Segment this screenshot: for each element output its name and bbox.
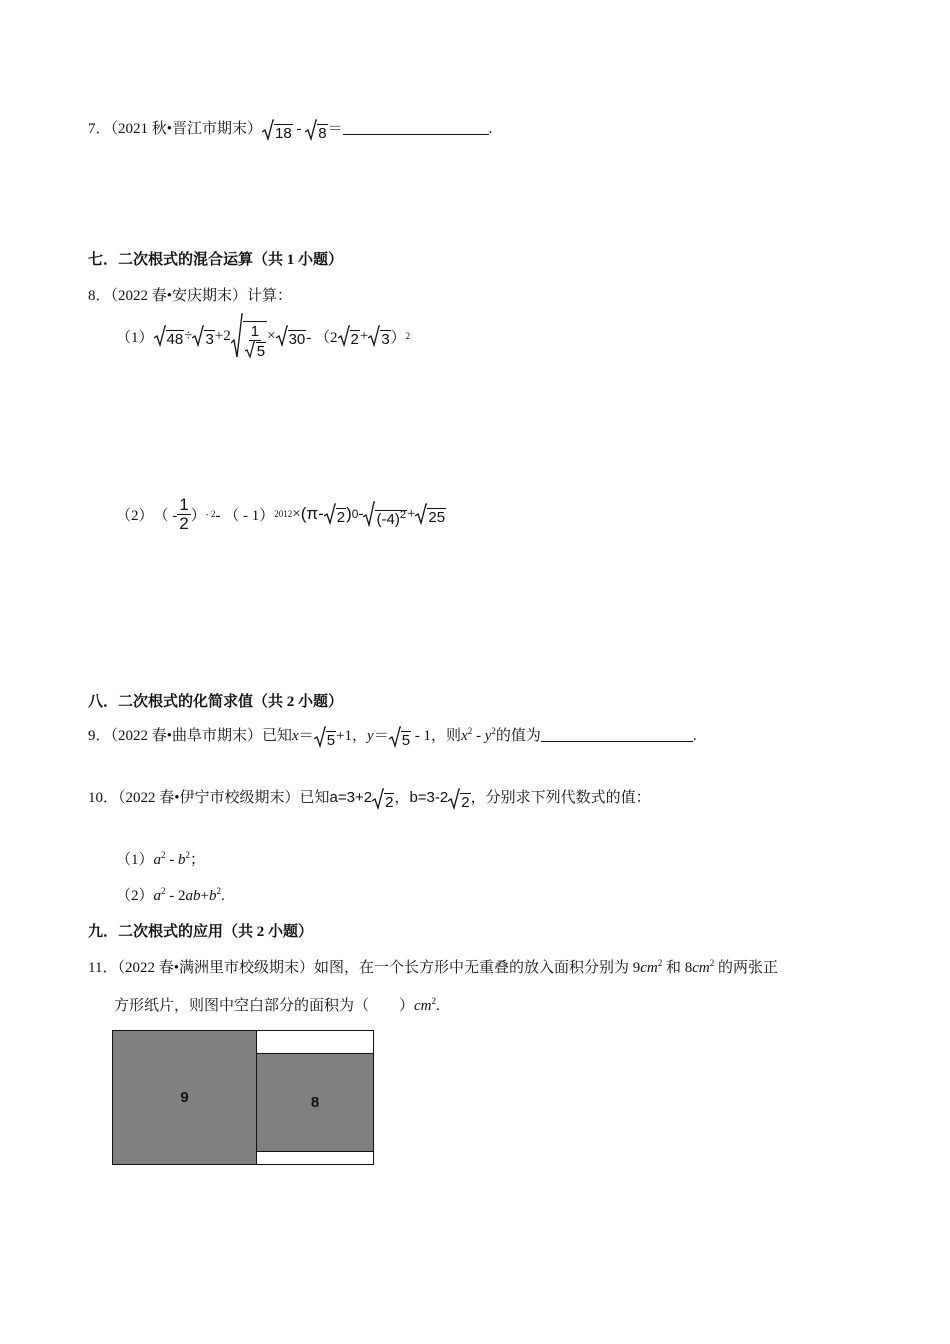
section-7-title: 七．二次根式的混合运算（共 1 小题） xyxy=(88,252,344,268)
square-area-9: 9 xyxy=(112,1030,257,1165)
sqrt-3: 3 xyxy=(192,325,214,347)
question-7: 7．（2021 秋•晋江市期末） 18 - 8 ＝ . xyxy=(88,117,492,141)
sqrt-30: 30 xyxy=(276,325,307,347)
answer-blank-q7[interactable] xyxy=(343,120,489,135)
question-11-line-1: 11．（2022 春•满洲里市校级期末）如图，在一个长方形中无重叠的放入面积分别为 $9cm^2$ 和 $8cm^2$ 的两张正 xyxy=(88,958,778,976)
sqrt-48: 48 xyxy=(154,325,185,347)
question-8: 8．（2022 春•安庆期末）计算： xyxy=(88,288,293,304)
q7-source: （2021 秋•晋江市期末） xyxy=(110,121,263,137)
rectangle-figure xyxy=(112,1030,374,1165)
sqrt-18: 18 xyxy=(262,119,293,141)
section-9-title: 九．二次根式的应用（共 2 小题） xyxy=(88,924,314,940)
sqrt-neg4-squared: $(-4)^2$ xyxy=(363,501,406,527)
sqrt-2-b: 2 xyxy=(448,788,470,810)
fraction-1-5: $\frac{1}{5}$ xyxy=(244,324,266,359)
question-10-part-1: $(1)a^2 - b^2$； xyxy=(116,850,206,868)
question-11-line-2: 方形纸片，则图中空白部分的面积为（ ）$cm^2$. xyxy=(114,996,440,1014)
sqrt-2b: 2 xyxy=(324,503,346,525)
sqrt-8: 8 xyxy=(305,119,327,141)
question-8-part-2: （2） （ - $\frac{1}{2}$ ） - 2 - （ - 1） 2012 × (π- 2 ) 0 - $(-4)^2$ + 25 xyxy=(116,494,446,533)
question-10: 10．（2022 春•伊宁市校级期末）已知a=3+2 2 ，b=3-2 2 ，分别求下列代数式的值： xyxy=(88,789,651,811)
answer-blank-q9[interactable] xyxy=(541,727,693,742)
q7-number: 7． xyxy=(88,121,111,137)
question-9: 9．（2022 春•曲阜市期末）已知x＝ 5 +1，y＝ 5 - 1，则$x^2 - y^2$的值为 . xyxy=(88,726,697,749)
sqrt-5b: 5 xyxy=(389,726,411,748)
sqrt-5a: 5 xyxy=(314,726,336,748)
section-8-title: 八．二次根式的化简求值（共 2 小题） xyxy=(88,694,344,710)
sqrt-2: 2 xyxy=(338,325,360,347)
sqrt-3b: 3 xyxy=(368,325,390,347)
question-8-part-1: （1） 48 ÷ 3 +2 $\frac{1}{5}$ × 30 - （2 2 + 3 ） 2 xyxy=(116,312,410,360)
fraction-1-2: $\frac{1}{2}$ xyxy=(179,494,189,533)
square-area-8: 8 xyxy=(256,1053,374,1152)
sqrt-25: 25 xyxy=(415,503,446,525)
sqrt-2-a: 2 xyxy=(372,788,394,810)
sqrt-one-fifth xyxy=(231,313,267,359)
question-10-part-2: $(2)a^2 - 2ab+b^2$. xyxy=(116,886,225,904)
